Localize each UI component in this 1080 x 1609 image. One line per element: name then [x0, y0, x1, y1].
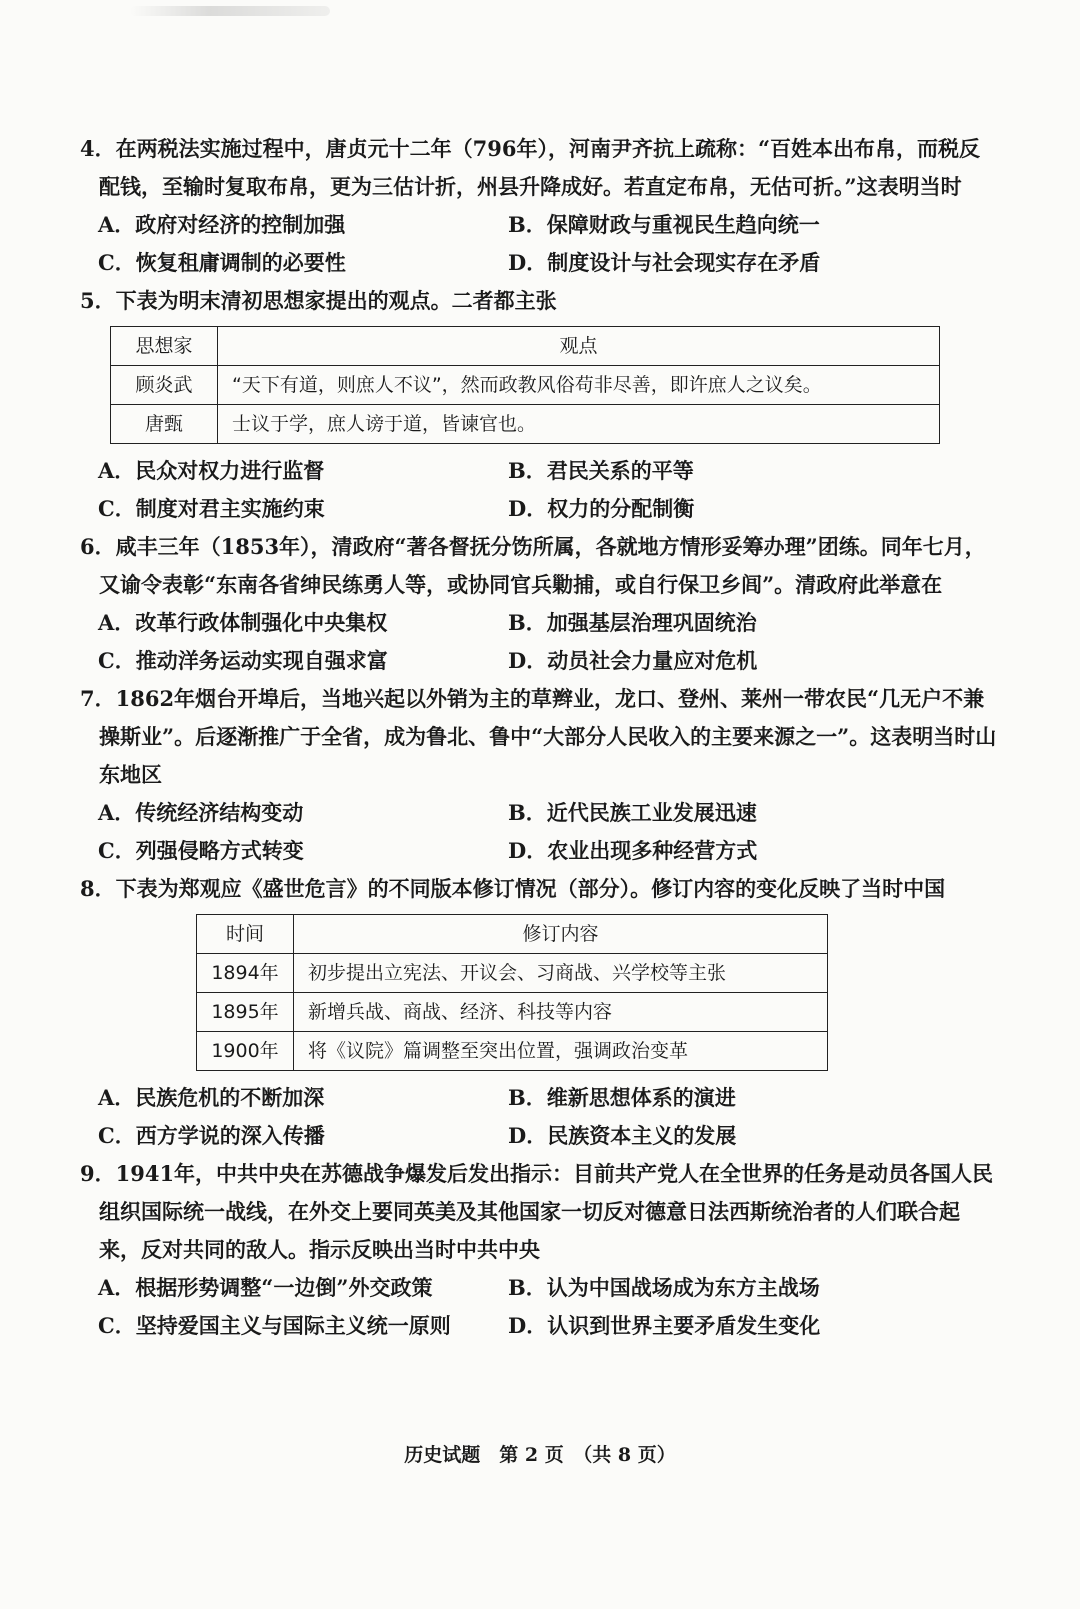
table-cell: “天下有道，则庶人不议”，然而政教风俗苟非尽善，即许庶人之议矣。 [218, 366, 940, 405]
table-row [197, 954, 828, 993]
revision-table [196, 914, 828, 1071]
question-8 [80, 870, 1000, 1155]
option-a: A．传统经济结构变动 [98, 800, 304, 825]
table-row [111, 405, 940, 444]
table-header: 修订内容 [294, 915, 828, 954]
option-list [80, 794, 1000, 870]
table-header: 时间 [197, 915, 294, 954]
question-stem: 8．下表为郑观应《盛世危言》的不同版本修订情况（部分）。修订内容的变化反映了当时中国 [80, 876, 946, 901]
option-d: D．权力的分配制衡 [508, 496, 695, 521]
option-c: C．推动洋务运动实现自强求富 [98, 648, 388, 673]
question-stem: 4．在两税法实施过程中，唐贞元十二年（796年），河南尹齐抗上疏称：“百姓本出布帛，而税反配钱，至输时复取布帛，更为三估计折，州县升降成好。若直定布帛，无估可折。”这表明当时 [80, 136, 981, 199]
option-list [80, 604, 1000, 680]
table-header-row [111, 327, 940, 366]
thinkers-table [110, 326, 940, 444]
table-cell: 士议于学，庶人谤于道，皆谏官也。 [218, 405, 940, 444]
option-a: A．改革行政体制强化中央集权 [98, 610, 388, 635]
table-header: 观点 [218, 327, 940, 366]
option-b: B．加强基层治理巩固统治 [508, 610, 757, 635]
scan-smudge [130, 6, 330, 16]
table-row [197, 1032, 828, 1071]
option-list [80, 1269, 1000, 1345]
question-7 [80, 680, 1000, 870]
option-c: C．列强侵略方式转变 [98, 838, 304, 863]
option-d: D．认识到世界主要矛盾发生变化 [508, 1313, 821, 1338]
question-stem: 7．1862年烟台开埠后，当地兴起以外销为主的草辫业，龙口、登州、莱州一带农民“几无户不兼操斯业”。后逐渐推广于全省，成为鲁北、鲁中“大部分人民收入的主要来源之一”。这表明当时山东地区 [80, 686, 997, 787]
page-footer: 历史试题 第 2 页 （共 8 页） [404, 1444, 676, 1466]
table-row [111, 366, 940, 405]
table-cell: 将《议院》篇调整至突出位置，强调政治变革 [294, 1032, 828, 1071]
option-d: D．制度设计与社会现实存在矛盾 [508, 250, 821, 275]
option-a: A．民族危机的不断加深 [98, 1085, 325, 1110]
option-c: C．恢复租庸调制的必要性 [98, 250, 346, 275]
table-row [197, 993, 828, 1032]
option-b: B．君民关系的平等 [508, 458, 694, 483]
option-b: B．维新思想体系的演进 [508, 1085, 736, 1110]
question-5 [80, 282, 1000, 528]
table-header: 思想家 [111, 327, 218, 366]
question-6 [80, 528, 1000, 680]
table-cell: 1895年 [197, 993, 294, 1032]
table-cell: 1900年 [197, 1032, 294, 1071]
option-c: C．制度对君主实施约束 [98, 496, 325, 521]
option-c: C．西方学说的深入传播 [98, 1123, 325, 1148]
option-b: B．近代民族工业发展迅速 [508, 800, 757, 825]
option-d: D．动员社会力量应对危机 [508, 648, 758, 673]
table-cell: 初步提出立宪法、开议会、习商战、兴学校等主张 [294, 954, 828, 993]
question-9 [80, 1155, 1000, 1345]
option-d: D．农业出现多种经营方式 [508, 838, 758, 863]
question-stem: 5．下表为明末清初思想家提出的观点。二者都主张 [80, 288, 557, 313]
question-4 [80, 130, 1000, 282]
option-list [80, 452, 1000, 528]
table-cell: 1894年 [197, 954, 294, 993]
option-b: B．认为中国战场成为东方主战场 [508, 1275, 820, 1300]
option-list [80, 206, 1000, 282]
table-cell: 唐甄 [111, 405, 218, 444]
option-a: A．民众对权力进行监督 [98, 458, 325, 483]
option-b: B．保障财政与重视民生趋向统一 [508, 212, 820, 237]
table-cell: 顾炎武 [111, 366, 218, 405]
option-d: D．民族资本主义的发展 [508, 1123, 737, 1148]
table-header-row [197, 915, 828, 954]
option-a: A．政府对经济的控制加强 [98, 212, 346, 237]
option-c: C．坚持爱国主义与国际主义统一原则 [98, 1313, 451, 1338]
option-list [80, 1079, 1000, 1155]
question-stem: 6．咸丰三年（1853年），清政府“著各督抚分饬所属，各就地方情形妥筹办理”团练。同年七月，又谕令表彰“东南各省绅民练勇人等，或协同官兵勦捕，或自行保卫乡闾”。清政府此举意在 [80, 534, 986, 597]
question-list [80, 130, 1000, 1345]
question-stem: 9．1941年，中共中央在苏德战争爆发后发出指示：目前共产党人在全世界的任务是动员各国人民组织国际统一战线，在外交上要同英美及其他国家一切反对德意日法西斯统治者的人们联合起来，反对共同的敌人。指示反映出当时中共中央 [80, 1161, 994, 1262]
option-a: A．根据形势调整“一边倒”外交政策 [98, 1275, 433, 1300]
table-cell: 新增兵战、商战、经济、科技等内容 [294, 993, 828, 1032]
